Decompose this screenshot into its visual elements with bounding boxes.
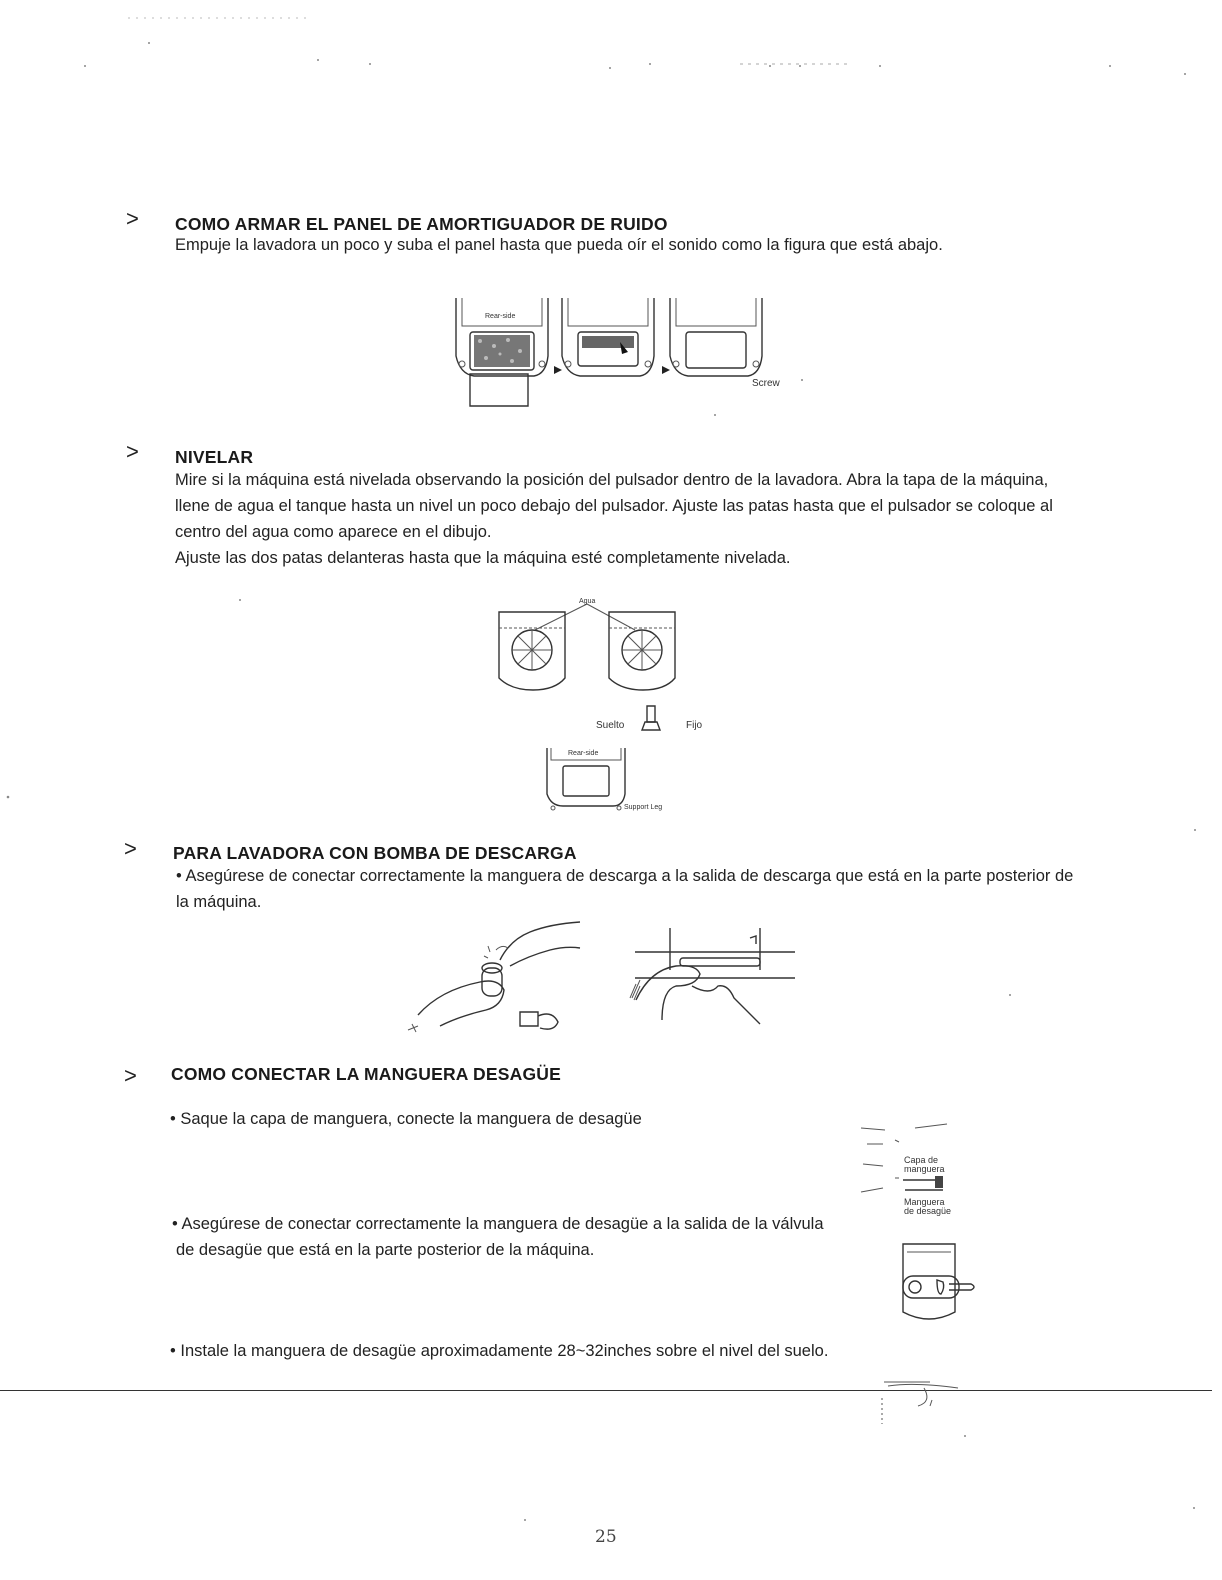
fixed-label: Fijo xyxy=(686,720,703,731)
manguera-bullet-3: • Instale la manguera de desagüe aproximadamente 28~32inches sobre el nivel del suelo. xyxy=(170,1342,829,1360)
drain-hose-figure xyxy=(855,1118,985,1328)
section-arrow: > xyxy=(124,836,137,861)
section-text-nivelar-2: Ajuste las dos patas delanteras hasta que la máquina esté completamente nivelada. xyxy=(175,549,791,567)
hose-label-2: de desagüe xyxy=(904,1206,952,1216)
cap-label-2: manguera xyxy=(904,1164,945,1174)
footer-rule xyxy=(0,1390,1212,1391)
section-title-bomba: PARA LAVADORA CON BOMBA DE DESCARGA xyxy=(173,843,577,863)
section-title-nivelar: NIVELAR xyxy=(175,447,254,467)
scan-smudge xyxy=(872,1376,972,1446)
section-text-panel: Empuje la lavadora un poco y suba el panel hasta que pueda oír el sonido como la figura que está abajo. xyxy=(175,236,943,254)
section-arrow: > xyxy=(124,1063,137,1088)
water-label: Agua xyxy=(579,598,596,605)
cap-label-1: Capa de xyxy=(904,1155,939,1165)
section-arrow: > xyxy=(126,439,139,464)
section-text-nivelar: Mire si la máquina está nivelada observando la posición del pulsador dentro de la lavadora. Abra la tapa de la máquina, llene de agua el tanque hasta un nivel un poco debajo del pulsador. Ajuste las patas hasta que el pulsador se coloque al centro del agua como aparece en el dibujo. xyxy=(175,471,1053,541)
section-title-manguera: COMO CONECTAR LA MANGUERA DESAGÜE xyxy=(171,1064,561,1084)
leveling-figure xyxy=(495,598,715,818)
section-title-panel: COMO ARMAR EL PANEL DE AMORTIGUADOR DE RUIDO xyxy=(175,214,668,234)
screw-label: Screw xyxy=(752,378,780,389)
rear-side-label: Rear-side xyxy=(485,313,516,320)
rear-side-label-2: Rear-side xyxy=(568,750,599,757)
section-text-bomba: • Asegúrese de conectar correctamente la manguera de descarga a la salida de descarga que está en la parte posterior de la máquina. xyxy=(176,867,1074,911)
loose-label: Suelto xyxy=(596,720,625,731)
manguera-bullet-2: • Asegúrese de conectar correctamente la manguera de desagüe a la salida de la válvula de desagüe que está en la parte posterior de la máquina. xyxy=(172,1215,824,1259)
hose-label-1: Manguera xyxy=(904,1197,945,1207)
drain-pump-figure xyxy=(400,920,800,1040)
support-leg-label: Support Leg xyxy=(624,804,663,811)
page-number: 25 xyxy=(595,1527,617,1547)
section-arrow: > xyxy=(126,206,139,231)
manguera-bullet-1: • Saque la capa de manguera, conecte la manguera de desagüe xyxy=(170,1110,642,1128)
